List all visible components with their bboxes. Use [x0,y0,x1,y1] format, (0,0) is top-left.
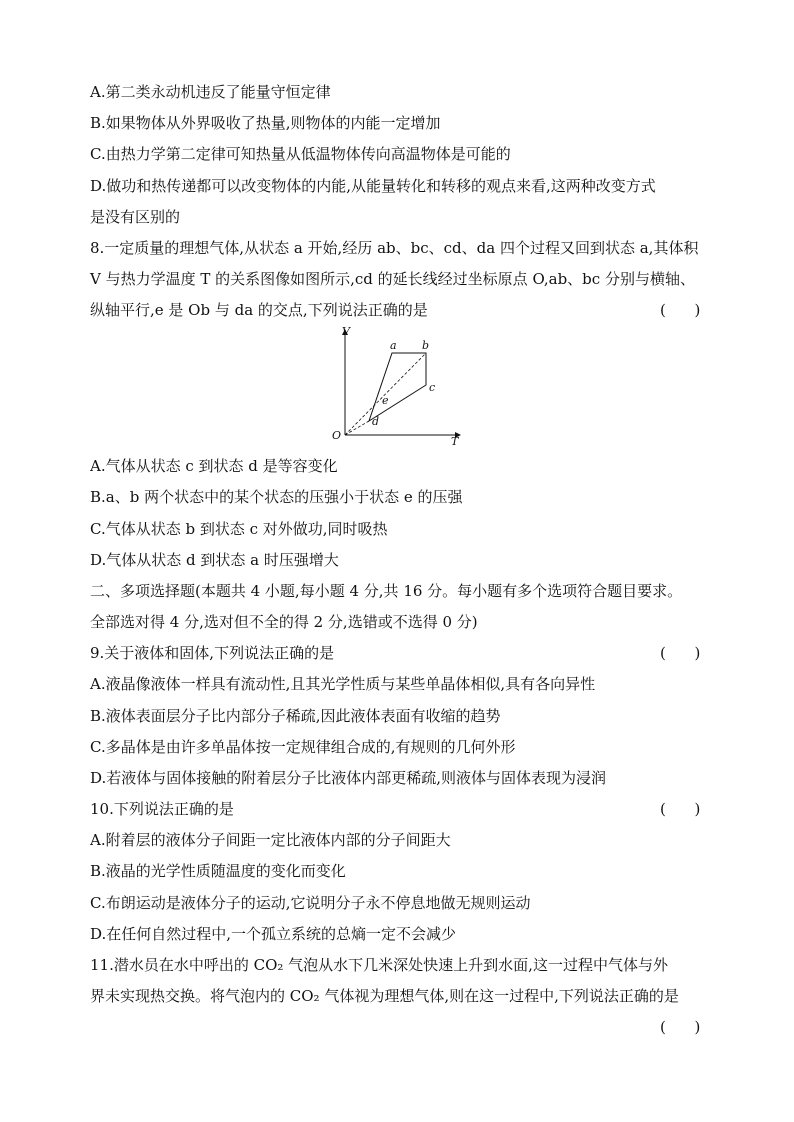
origin-label: O [332,429,342,442]
cycle-abcd [369,353,426,421]
q8-stem-line3: 纵轴平行,e 是 Ob 与 da 的交点,下列说法正确的是 [90,301,428,319]
q11-answer-paren: ( ) [660,1018,701,1036]
q8-option-b: B.a、b 两个状态中的某个状态的压强小于状态 e 的压强 [90,488,463,506]
q10-option-a: A.附着层的液体分子间距一定比液体内部的分子间距大 [90,831,451,849]
point-e-label: e [382,394,389,407]
section2-title-line2: 全部选对得 4 分,选对但不全的得 2 分,选错或不选得 0 分) [90,613,478,631]
q10-stem: 10.下列说法正确的是 [90,800,234,818]
q11-stem-line2: 界未实现热交换。将气泡内的 CO₂ 气体视为理想气体,则在这一过程中,下列说法正确的是 [90,987,679,1005]
q9-option-d: D.若液体与固体接触的附着层分子比液体内部更稀疏,则液体与固体表现为浸润 [90,769,607,787]
axis-label-v: V [342,325,350,338]
q8-stem-line2: V 与热力学温度 T 的关系图像如图所示,cd 的延长线经过坐标原点 O,ab、bc 分别与横轴、 [90,270,695,288]
q10-option-c: C.布朗运动是液体分子的运动,它说明分子永不停息地做无规则运动 [90,894,531,912]
q7-option-c: C.由热力学第二定律可知热量从低温物体传向高温物体是可能的 [90,145,511,163]
q8-option-c: C.气体从状态 b 到状态 c 对外做功,同时吸热 [90,520,388,538]
q7-option-a: A.第二类永动机违反了能量守恒定律 [90,83,331,101]
q7-option-d-cont: 是没有区别的 [90,208,181,226]
q8-stem-line1: 8.一定质量的理想气体,从状态 a 开始,经历 ab、bc、cd、da 四个过程又回到状态 a,其体积 [90,239,699,257]
point-a-label: a [390,339,397,352]
axis-label-t: T [451,435,459,445]
q9-option-c: C.多晶体是由许多单晶体按一定规律组合成的,有规则的几何外形 [90,738,516,756]
vt-graph [330,325,470,445]
q8-option-a: A.气体从状态 c 到状态 d 是等容变化 [90,457,338,475]
q10-option-b: B.液晶的光学性质随温度的变化而变化 [90,862,346,880]
q9-option-a: A.液晶像液体一样具有流动性,且其光学性质与某些单晶体相似,具有各向异性 [90,675,596,693]
q8-option-d: D.气体从状态 d 到状态 a 时压强增大 [90,551,339,569]
q7-option-d: D.做功和热传递都可以改变物体的内能,从能量转化和转移的观点来看,这两种改变方式 [90,177,656,195]
q10-option-d: D.在任何自然过程中,一个孤立系统的总熵一定不会减少 [90,925,457,943]
q11-stem-line1: 11.潜水员在水中呼出的 CO₂ 气泡从水下几米深处快速上升到水面,这一过程中气体与外 [90,956,668,974]
q9-answer-paren: ( ) [660,644,701,662]
q10-answer-paren: ( ) [660,800,701,818]
q7-option-b: B.如果物体从外界吸收了热量,则物体的内能一定增加 [90,114,441,132]
point-d-label: d [372,415,380,428]
section2-title-line1: 二、多项选择题(本题共 4 小题,每小题 4 分,共 16 分。每小题有多个选项符合题目要求。 [90,582,683,600]
q9-stem: 9.关于液体和固体,下列说法正确的是 [90,644,335,662]
q8-answer-paren: ( ) [660,301,701,319]
q9-option-b: B.液体表面层分子比内部分子稀疏,因此液体表面有收缩的趋势 [90,707,501,725]
point-c-label: c [429,381,436,394]
point-b-label: b [422,339,430,352]
